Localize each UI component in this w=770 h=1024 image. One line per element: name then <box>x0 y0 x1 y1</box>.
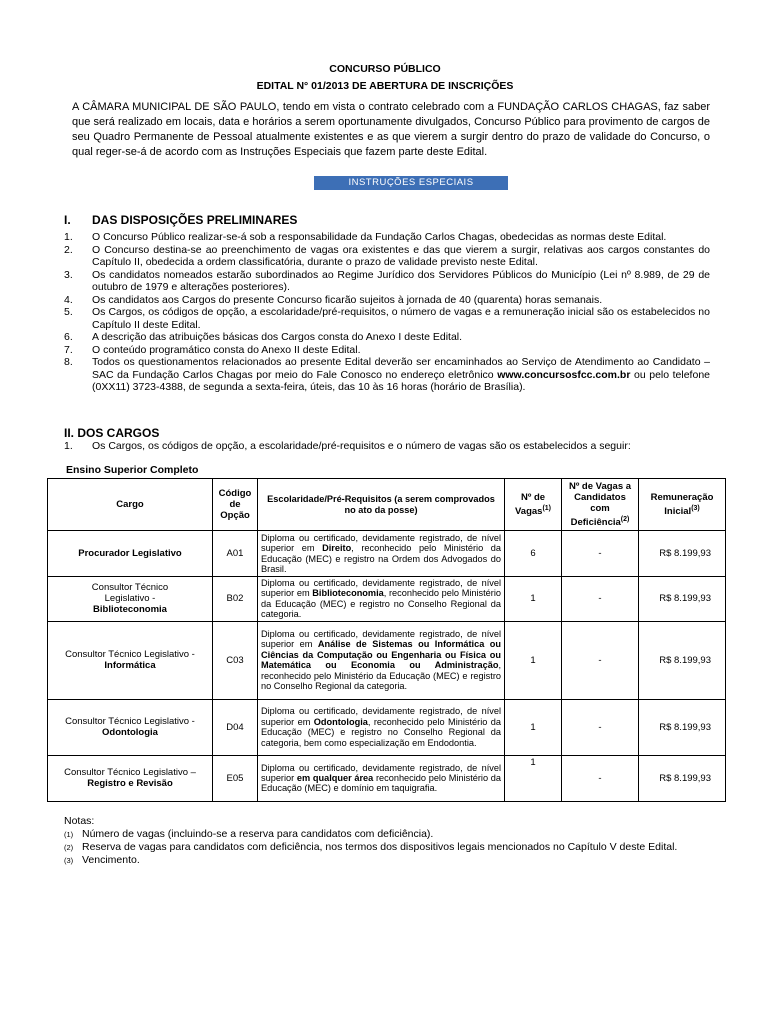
header-deficiencia: Nº de Vagas a Candidatos com Deficiência$^{(2)}$ <box>562 479 639 531</box>
intro-paragraph: A CÂMARA MUNICIPAL DE SÃO PAULO, tendo em vista o contrato celebrado com a FUNDAÇÃO CARLOS CHAGAS, faz saber que será realizado em locais, data e horários a serem oportunamente divulgados, Concurso Público para provimento de cargos de seu Quadro Permanente de Pessoal atualmente existentes e as que vierem a surgir dentro do prazo de validade do Concurso, o qual reger-se-á de acordo com as Instruções Especiais que fazem parte deste Edital. <box>72 101 710 158</box>
list-item: 1. O Concurso Público realizar-se-á sob a responsabilidade da Fundação Carlos Chagas, obedecidas as normas deste Edital. <box>64 231 667 243</box>
section-1-list <box>64 231 710 394</box>
section-1-heading <box>64 213 297 227</box>
vagas-cell: 1 <box>505 755 562 801</box>
list-item: 6. A descrição das atribuições básicas dos Cargos consta do Anexo I deste Edital. <box>64 331 463 343</box>
deficiencia-cell: - <box>562 577 639 622</box>
codigo-cell: E05 <box>213 755 258 801</box>
cargo-cell: Consultor Técnico Legislativo – Registro e Revisão <box>48 755 213 801</box>
deficiencia-cell: - <box>562 531 639 577</box>
table-header-row <box>48 479 726 531</box>
escolaridade-cell: Diploma ou certificado, devidamente registrado, de nível superior em Odontologia, reconhecido pelo Ministério da Educação (MEC) e registro no Conselho Regional da categoria, bem como especialização em Endodontia. <box>258 699 505 755</box>
remuneracao-cell: R$ 8.199,93 <box>639 699 726 755</box>
escolaridade-cell: Diploma ou certificado, devidamente registrado, de nível superior em Análise de Sistemas ou Informática ou Ciências da Computação ou Engenharia ou Física ou Matemática ou Economia ou Administração, reconhecido pelo Ministério da Educação (MEC) e registro no Conselho Regional da categoria. <box>258 621 505 699</box>
vagas-cell: 1 <box>505 699 562 755</box>
vagas-cell: 1 <box>505 577 562 622</box>
table-row <box>48 621 726 699</box>
deficiencia-cell: - <box>562 699 639 755</box>
list-item: 4. Os candidatos aos Cargos do presente Concurso ficarão sujeitos à jornada de 40 (quarenta) horas semanais. <box>64 293 603 306</box>
table-row <box>48 699 726 755</box>
codigo-cell: D04 <box>213 699 258 755</box>
notes-block <box>64 815 710 867</box>
table-row <box>48 755 726 801</box>
list-item: 8. Todos os questionamentos relacionados ao presente Edital deverão ser encaminhados ao Serviço de Atendimento ao Candidato – SAC da Fundação Carlos Chagas por meio do Fale Conosco no endereço eletrônico www.concursosfcc.com.br ou pelo telefone (0XX11) 3723-4388, de segunda a sexta-feira, úteis, das 10 às 16 horas (horário de Brasília). <box>64 356 710 393</box>
codigo-cell: B02 <box>213 577 258 622</box>
cargo-cell: Consultor Técnico Legislativo - Informática <box>48 621 213 699</box>
escolaridade-cell: Diploma ou certificado, devidamente registrado, de nível superior em Biblioteconomia, reconhecido pelo Ministério da Educação (MEC) e registro no Conselho Regional da categoria. <box>258 577 505 622</box>
vagas-cell: 6 <box>505 531 562 577</box>
remuneracao-cell: R$ 8.199,93 <box>639 577 726 622</box>
cargo-cell: Procurador Legislativo <box>48 531 213 577</box>
remuneracao-cell: R$ 8.199,93 <box>639 621 726 699</box>
table-row <box>48 577 726 622</box>
deficiencia-cell: - <box>562 621 639 699</box>
list-item: 5. Os Cargos, os códigos de opção, a escolaridade/pré-requisitos, o número de vagas e a remuneração inicial são os estabelecidos no Capítulo II deste Edital. <box>64 306 710 331</box>
note-item: (2) Reserva de vagas para candidatos com deficiência, nos termos dos dispositivos legais mencionados no Capítulo V deste Edital. <box>64 841 678 853</box>
remuneracao-cell: R$ 8.199,93 <box>639 531 726 577</box>
remuneracao-cell: R$ 8.199,93 <box>639 755 726 801</box>
document-title: CONCURSO PÚBLICO <box>329 63 441 75</box>
section-1-number: I. <box>64 213 71 227</box>
note-item: (1) Número de vagas (incluindo-se a reserva para candidatos com deficiência). <box>64 828 434 840</box>
list-item: 2. O Concurso destina-se ao preenchimento de vagas ora existentes e das que vierem a surgir, relativas aos cargos constantes do Capítulo II, obedecida a ordem classificatória, durante o prazo de validade previsto neste Edital. <box>64 243 710 268</box>
cargo-cell: Consultor Técnico Legislativo - Biblioteconomia <box>48 577 213 622</box>
section-2-list <box>64 440 710 453</box>
header-remuneracao: Remuneração Inicial$^{(3)}$ <box>639 479 726 531</box>
section-2-heading: II. DOS CARGOS <box>64 426 160 440</box>
vagas-cell: 1 <box>505 621 562 699</box>
list-item: 3. Os candidatos nomeados estarão subordinados ao Regime Jurídico dos Servidores Públicos do Município (Lei nº 8.989, de 29 de outubro de 1979 e alterações posteriores). <box>64 268 710 293</box>
special-instructions-banner: INSTRUÇÕES ESPECIAIS <box>314 176 508 190</box>
table-subhead: Ensino Superior Completo <box>66 464 199 476</box>
section-1-title: DAS DISPOSIÇÕES PRELIMINARES <box>92 213 298 227</box>
sac-link[interactable]: www.concursosfcc.com.br <box>497 368 631 381</box>
notes-label: Notas: <box>64 815 95 827</box>
list-item: 1. Os Cargos, os códigos de opção, a escolaridade/pré-requisitos e o número de vagas são os estabelecidos a seguir: <box>64 440 631 452</box>
document-subtitle: EDITAL N° 01/2013 DE ABERTURA DE INSCRIÇÕES <box>256 80 514 92</box>
table-row <box>48 531 726 577</box>
codigo-cell: C03 <box>213 621 258 699</box>
escolaridade-cell: Diploma ou certificado, devidamente registrado, de nível superior em Direito, reconhecido pelo Ministério da Educação (MEC) e registro na Ordem dos Advogados do Brasil. <box>258 531 505 577</box>
escolaridade-cell: Diploma ou certificado, devidamente registrado, de nível superior em qualquer área reconhecido pelo Ministério da Educação (MEC) e domínio em taquigrafia. <box>258 755 505 801</box>
cargo-cell: Consultor Técnico Legislativo - Odontologia <box>48 699 213 755</box>
header-cargo: Cargo <box>48 479 213 531</box>
note-item: (3) Vencimento. <box>64 854 140 866</box>
deficiencia-cell: - <box>562 755 639 801</box>
header-vagas: Nº de Vagas$^{(1)}$ <box>505 479 562 531</box>
header-codigo: Código de Opção <box>213 479 258 531</box>
cargos-table <box>47 478 726 802</box>
header-escolaridade: Escolaridade/Pré-Requisitos (a serem comprovados no ato da posse) <box>258 479 505 531</box>
list-item: 7. O conteúdo programático consta do Anexo II deste Edital. <box>64 343 361 356</box>
codigo-cell: A01 <box>213 531 258 577</box>
